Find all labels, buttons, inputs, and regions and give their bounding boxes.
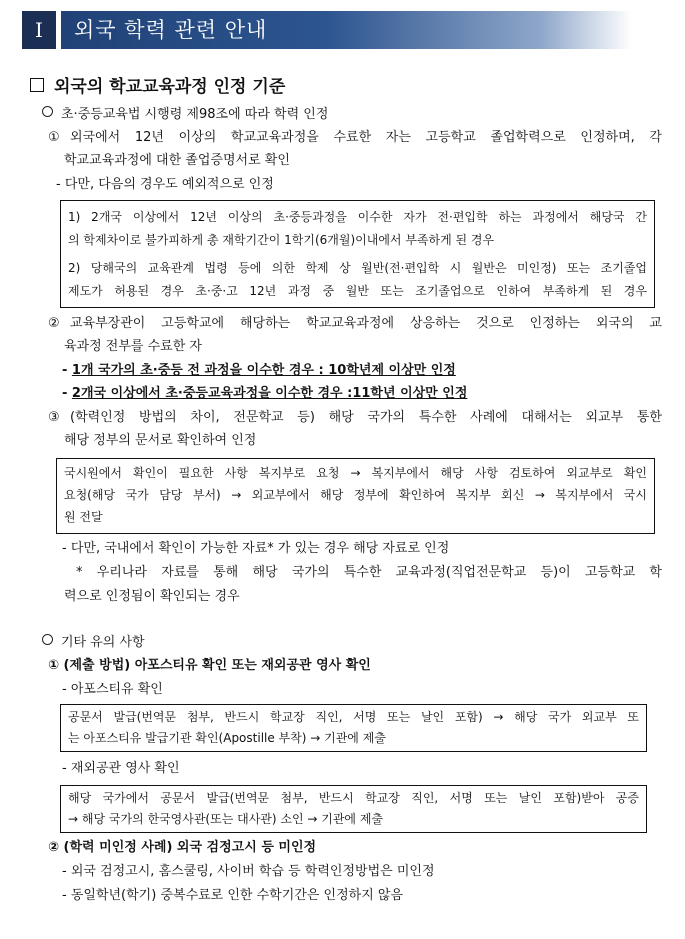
item3-note2-line1: * 우리나라 자료를 통해 해당 국가의 특수한 교육과정(직업전문학교 등)이 고등학교 학	[76, 565, 662, 580]
procedure-line1: 국시원에서 확인이 필요한 사항 복지부로 요청 → 복지부에서 해당 사항 검토하여 외교부로 확인	[64, 466, 647, 480]
exception-p1-line1: 1) 2개국 이상에서 12년 이상의 초·중등과정을 이수한 자가 전·편입학 하는 과정에서 해당국 간	[68, 210, 647, 224]
p2-item2-sub1: - 외국 검정고시, 홈스쿨링, 사이버 학습 등 학력인정방법은 미인정	[62, 864, 435, 879]
consul-line1: 해당 국가에서 공문서 발급(번역문 첨부, 반드시 학교장 직인, 서명 또는 날인 포함)받아 공증	[68, 791, 639, 805]
section-title-text: 외국의 학교교육과정 인정 기준	[54, 77, 286, 97]
p2-item2-title: ② (학력 미인정 사례) 외국 검정고시 등 미인정	[48, 840, 317, 855]
circle-bullet-icon	[42, 634, 53, 645]
part1-heading: 초·중등교육법 시행령 제98조에 따라 학력 인정	[42, 105, 328, 125]
procedure-box	[56, 458, 655, 534]
item1-marker: ①	[48, 130, 60, 145]
banner-divider	[56, 11, 61, 49]
circle-bullet-icon	[42, 106, 53, 117]
banner-number: I	[22, 11, 56, 49]
item1-line2: 학교교육과정에 대한 졸업증명서로 확인	[64, 153, 290, 168]
consul-line2: → 해당 국가의 한국영사관(또는 대사관) 소인 → 기관에 제출	[68, 812, 384, 826]
p2-item2-sub2: - 동일학년(학기) 중복수료로 인한 수학기간은 인정하지 않음	[62, 888, 404, 903]
banner-title: 외국 학력 관련 안내	[74, 18, 268, 42]
item3-marker: ③	[48, 410, 60, 425]
apostille-line1: 공문서 발급(번역문 첨부, 반드시 학교장 직인, 서명 또는 날인 포함) → 해당 국가 외교부 또	[68, 710, 639, 724]
section-title	[30, 72, 285, 97]
apostille-line2: 는 아포스티유 발급기관 확인(Apostille 부착) → 기관에 제출	[68, 731, 386, 745]
procedure-line3: 원 전달	[64, 510, 103, 524]
procedure-line2: 요청(해당 국가 담당 부서) → 외교부에서 해당 정부에 확인하여 복지부 회신 → 복지부에서 국시	[64, 488, 647, 502]
consul-subtitle: - 재외공관 영사 확인	[62, 761, 180, 776]
p2-item1-title: ① (제출 방법) 아포스티유 확인 또는 재외공관 영사 확인	[48, 658, 371, 673]
item3-note2-line2: 력으로 인정됨이 확인되는 경우	[64, 589, 240, 604]
item2-line1: 교육부장관이 고등학교에 해당하는 학교교육과정에 상응하는 것으로 인정하는 외국의 교	[70, 316, 662, 331]
item2-line2: 육과정 전부를 수료한 자	[64, 339, 202, 354]
item1-exception: - 다만, 다음의 경우도 예외적으로 인정	[56, 177, 274, 192]
exception-p2-line2: 제도가 허용된 경우 초·중·고 12년 과정 중 월반 또는 조기졸업으로 인하여 부족하게 된 경우	[68, 284, 647, 298]
apostille-box	[60, 704, 647, 752]
item1-line1: 외국에서 12년 이상의 학교교육과정을 수료한 자는 고등학교 졸업학력으로 인정하며, 각	[70, 130, 662, 145]
exception-box	[60, 200, 655, 308]
apostille-subtitle: - 아포스티유 확인	[62, 682, 163, 697]
item2-sub1: - 1개 국가의 초·중등 전 과정을 이수한 경우 : 10학년제 이상만 인정	[62, 363, 456, 378]
item3-note1: - 다만, 국내에서 확인이 가능한 자료* 가 있는 경우 해당 자료로 인정	[62, 541, 450, 556]
exception-p1-line2: 의 학제차이로 불가피하게 총 재학기간이 1학기(6개월)이내에서 부족하게 된 경우	[68, 233, 495, 247]
item2-marker: ②	[48, 316, 60, 331]
consul-box	[60, 785, 647, 833]
item2-sub2: - 2개국 이상에서 초·중등교육과정을 이수한 경우 :11학년 이상만 인정	[62, 386, 468, 401]
exception-p2-line1: 2) 당해국의 교육관계 법령 등에 의한 학제 상 월반(전·편입학 시 월반은 미인정) 또는 조기졸업	[68, 261, 647, 275]
section-banner	[22, 11, 632, 49]
part2-heading: 기타 유의 사항	[42, 633, 145, 653]
square-bullet-icon	[30, 78, 44, 92]
item3-line1: (학력인정 방법의 차이, 전문학교 등) 해당 국가의 특수한 사례에 대해서는 외교부 통한	[70, 410, 662, 425]
item3-line2: 해당 정부의 문서로 확인하여 인정	[64, 433, 257, 448]
